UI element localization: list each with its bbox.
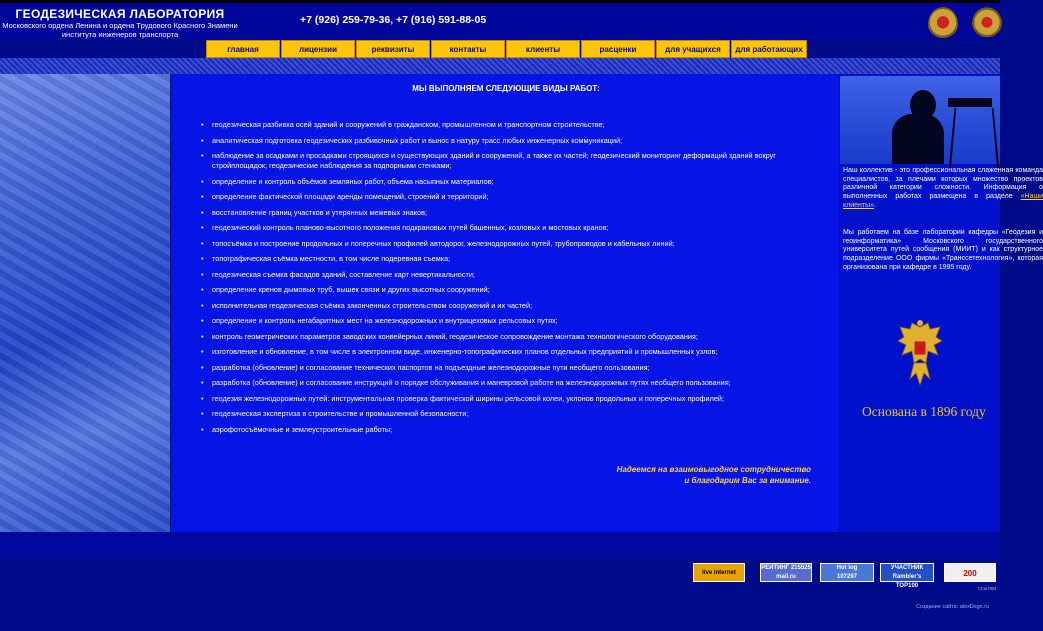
nav-licenses[interactable]: лицензии [281, 40, 355, 58]
list-item: • топографическая съёмка местности, в том числе подеревная съемка; [201, 254, 811, 264]
list-item: • исполнительная геодезическая съёмка законченных строительством сооружений и их частей; [201, 301, 811, 311]
closing-message [617, 464, 811, 486]
nav-prices[interactable]: расценки [581, 40, 655, 58]
russian-coat-of-arms-icon [896, 319, 944, 395]
list-item: • геодезическая экспертиза в строительстве и промышленной безопасности; [201, 409, 811, 419]
list-item: • определение фактической площади аренды помещений, строений и территорий; [201, 192, 811, 202]
services-list [201, 120, 811, 440]
order-of-red-banner-medal-icon [972, 7, 1002, 41]
list-item: • геодезическая разбивка осей зданий и сооружений в гражданском, промышленном и транспортном строительстве; [201, 120, 811, 130]
quarry-photo [0, 74, 170, 532]
surveyor-photo [840, 76, 1000, 164]
list-item: • разработка (обновление) и согласование инструкций о порядке обслуживания и маневровой работе на железнодорожных путях необщего пользования; [201, 378, 811, 388]
nav-requisites[interactable]: реквизиты [356, 40, 430, 58]
mailru-rating-counter[interactable]: РЕЙТИНГ 215525 mail.ru [761, 565, 811, 580]
liveinternet-counter[interactable]: live internet [693, 563, 745, 582]
about-paragraph-2: Мы работаем на базе лаборатории кафедры «Геодезия и геоинформатика» Московского государственного университета путей сообщения (МИИТ) и как структурное подразделение ООО фирмы «Транссетехнология», которая организована при кафедре в 1995 году. [843, 229, 1043, 271]
main-navigation [206, 40, 808, 58]
list-item: • топосъёмка и построение продольных и поперечных профилей автодорог, железнодорожных путей, трубопроводов и кабельных линий; [201, 239, 811, 249]
list-item: • разработка (обновление) и согласование технических паспортов на подъездные железнодорожные пути необщего пользования; [201, 363, 811, 373]
hotlog-counter[interactable]: Hot log 107297 [820, 563, 874, 582]
order-of-lenin-medal-icon [928, 7, 958, 41]
org-subtitle-2: института инженеров транспорта [61, 30, 179, 39]
contact-phones: +7 (926) 259-79-36, +7 (916) 591-88-05 [300, 14, 487, 26]
services-title: МЫ ВЫПОЛНЯЕМ СЛЕДУЮЩИЕ ВИДЫ РАБОТ: [412, 84, 600, 93]
rambler-top100-counter[interactable]: УЧАСТНИК Rambler's TOP100 [880, 563, 934, 582]
site-credit[interactable]: Создание сайта: alexDsgn.ru [916, 604, 990, 610]
list-item: • контроль геометрических параметров заводских конвейерных линий, геодезическое сопровождение монтажа технологического оборудования; [201, 332, 811, 342]
nav-clients[interactable]: клиенты [506, 40, 580, 58]
about-text: Наш коллектив - это профессиональная слаженная команда специалистов, за плечами которых множество проектов различной категории сложности. Информация о выполненных работах размещена в разделе [843, 167, 1043, 201]
site-header [0, 0, 1000, 40]
nav-for-students[interactable]: для учащихся [656, 40, 730, 58]
nav-home[interactable]: главная [206, 40, 280, 58]
footer-band [0, 532, 1000, 558]
services-panel [170, 74, 840, 532]
nav-for-workers[interactable]: для работающих [731, 40, 807, 58]
list-item: • наблюдение за осадками и просадками строящихся и существующих зданий и сооружений, а также их частей; геодезический мониторинг деформаций зданий вокруг стройплощадок; геодезические наблюдения за подпорными стенками; [201, 151, 811, 171]
list-item: • геодезия железнодорожных путей: инструментальная проверка фактической ширины рельсовой колеи, уклонов продольных и поперечных профилей; [201, 394, 811, 404]
list-item: • аэрофотосъёмочные и землеустроительные работы; [201, 425, 811, 435]
org-subtitle-1: Московского ордена Ленина и ордена Трудового Красного Знамени [2, 21, 238, 30]
list-item: • аналитическая подготовка геодезических разбивочных работ и вынос в натуру трасс любых инженерных коммуникаций; [201, 136, 811, 146]
our-clients-link[interactable]: «Наши клиенты» [843, 193, 1043, 209]
founded-caption: Основана в 1896 году [862, 404, 986, 419]
links-label[interactable]: ссылки [978, 586, 997, 592]
yandex-cy-counter[interactable]: 200 [944, 563, 996, 582]
list-item: • определение и контроль негабаритных мест на железнодорожных и внутрицеховых рельсовых путях; [201, 316, 811, 326]
organization-name [0, 7, 240, 39]
nav-contacts[interactable]: контакты [431, 40, 505, 58]
about-sidebar [840, 74, 1043, 532]
list-item: • изготовление и обновление, в том числе в электронном виде, инженерно-топографических планов отдельных предприятий и промышленных узлов; [201, 347, 811, 357]
list-item: • определение кренов дымовых труб, вышек связи и других высотных сооружений; [201, 285, 811, 295]
decorative-stripe [0, 58, 1000, 74]
closing-line-1: Надеемся на взаимовыгодное сотрудничество [616, 465, 811, 474]
about-paragraph-1: Наш коллектив - это профессиональная слаженная команда специалистов, за плечами которых множество проектов различной категории сложности. Информация о выполненных работах размещена в разделе «Наши клиенты». [843, 167, 1043, 209]
list-item: • восстановление границ участков и утерянных межевых знаков; [201, 208, 811, 218]
list-item: • определение и контроль объёмов земляных работ, объема насыпных материалов; [201, 177, 811, 187]
list-item: • геодезический контроль планово-высотного положения подкрановых путей башенных, козловых и мостовых кранов; [201, 223, 811, 233]
closing-line-2: и благодарим Вас за внимание. [684, 476, 811, 485]
list-item: • геодезическая съемка фасадов зданий, составление карт невертикальности; [201, 270, 811, 280]
org-title: ГЕОДЕЗИЧЕСКАЯ ЛАБОРАТОРИЯ [15, 7, 225, 21]
